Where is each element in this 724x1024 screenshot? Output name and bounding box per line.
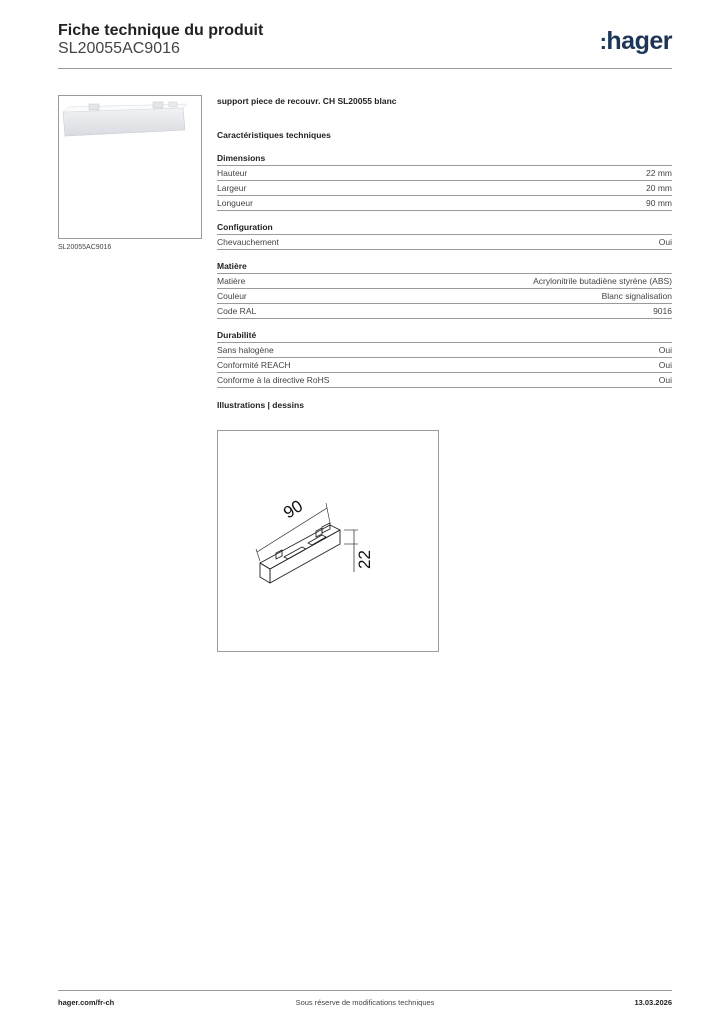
product-photo-image <box>59 96 201 238</box>
spec-row <box>217 181 672 196</box>
product-reference: SL20055AC9016 <box>58 40 180 57</box>
spec-group-configuration <box>217 221 672 250</box>
spec-row <box>217 196 672 211</box>
spec-value: 22 mm <box>646 168 672 178</box>
product-description: support piece de recouvr. CH SL20055 blanc <box>217 96 397 106</box>
dim-label-height: 22 <box>355 550 374 569</box>
illustrations-title: Illustrations | dessins <box>217 400 304 410</box>
header-divider <box>58 68 672 69</box>
footer-website-link[interactable]: hager.com/fr-ch <box>58 998 115 1007</box>
spec-row <box>217 343 672 358</box>
spec-label: Largeur <box>217 183 247 193</box>
dim-ext-right <box>326 503 330 523</box>
dimension-drawing-svg <box>218 431 438 651</box>
spec-value: Acrylonitrile butadiène styrène (ABS) <box>533 276 672 286</box>
spec-value: 90 mm <box>646 198 672 208</box>
spec-value: Blanc signalisation <box>601 291 672 301</box>
group-title: Durabilité <box>217 329 672 343</box>
logo-text: hager <box>606 27 672 55</box>
spec-row <box>217 373 672 388</box>
spec-row <box>217 289 672 304</box>
tech-section-title: Caractéristiques techniques <box>217 130 331 140</box>
spec-value: Oui <box>658 237 672 247</box>
spec-row <box>217 235 672 250</box>
spec-label: Chevauchement <box>217 237 279 247</box>
part-top-face <box>260 525 340 569</box>
group-title: Matière <box>217 260 672 274</box>
spec-label: Couleur <box>217 291 247 301</box>
hager-logo <box>600 27 672 56</box>
group-title: Configuration <box>217 221 672 235</box>
part-left-face <box>260 563 270 583</box>
spec-value: Oui <box>658 360 672 370</box>
footer-disclaimer: Sous réserve de modifications techniques <box>295 998 435 1007</box>
spec-label: Conforme à la directive RoHS <box>217 375 330 385</box>
spec-value: 9016 <box>653 306 672 316</box>
spec-group-dimensions <box>217 152 672 211</box>
spec-label: Sans halogène <box>217 345 274 355</box>
footer-divider <box>58 990 672 991</box>
part-slot-left <box>284 547 306 559</box>
logo-dots-icon: : <box>599 29 607 54</box>
spec-content <box>217 96 672 418</box>
spec-group-material <box>217 260 672 319</box>
document-title: Fiche technique du produit <box>58 22 264 39</box>
product-photo <box>58 95 202 239</box>
spec-label: Conformité REACH <box>217 360 291 370</box>
spec-label: Longueur <box>217 198 253 208</box>
spec-row <box>217 304 672 319</box>
part-tab-far <box>322 523 330 533</box>
spec-row <box>217 358 672 373</box>
spec-row <box>217 166 672 181</box>
footer-date: 13.03.2026 <box>634 998 672 1007</box>
spec-value: Oui <box>658 345 672 355</box>
photo-caption: SL20055AC9016 <box>58 244 112 251</box>
spec-label: Hauteur <box>217 168 248 178</box>
spec-label: Matière <box>217 276 246 286</box>
group-title: Dimensions <box>217 152 672 166</box>
spec-value: 20 mm <box>646 183 672 193</box>
spec-row <box>217 274 672 289</box>
spec-group-durability <box>217 329 672 388</box>
dim-label-length: 90 <box>280 496 307 523</box>
spec-value: Oui <box>658 375 672 385</box>
page-header <box>58 22 672 68</box>
spec-label: Code RAL <box>217 306 257 316</box>
technical-drawing <box>217 430 439 652</box>
